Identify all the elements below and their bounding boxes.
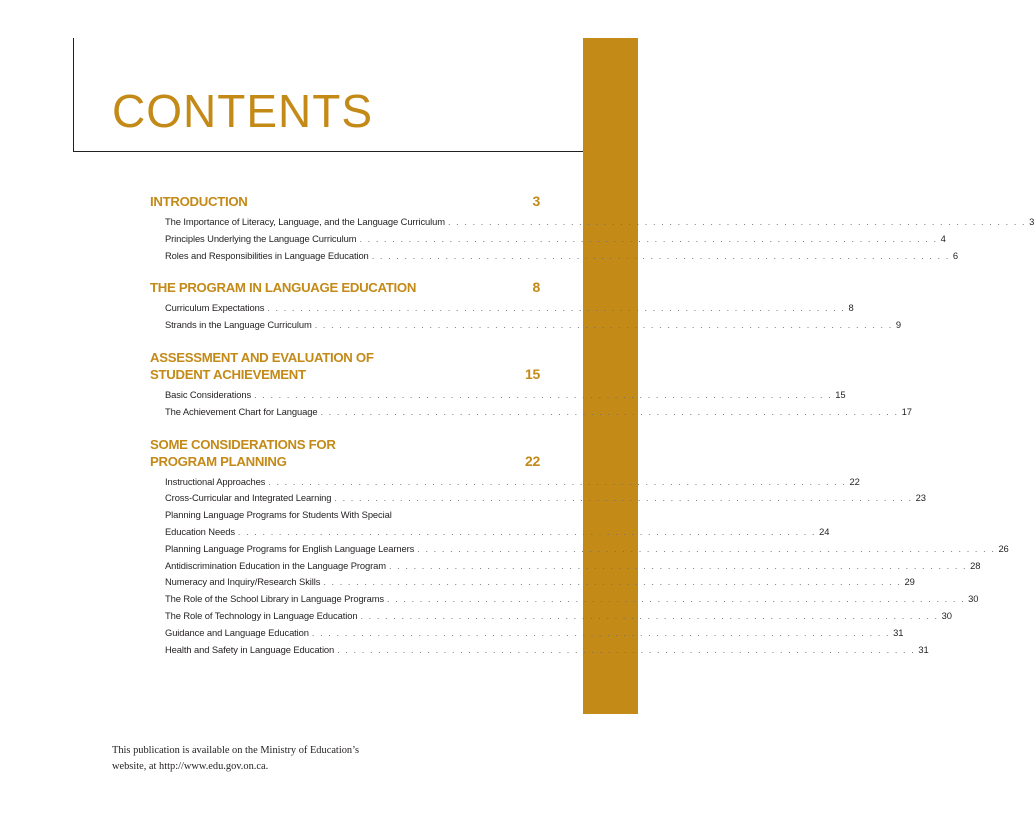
entry-title: Instructional Approaches: [165, 475, 266, 487]
entry-page-number: 28: [970, 559, 981, 571]
entry-title: Education Needs: [165, 525, 235, 537]
dot-leader: . . . . . . . . . . . . . . . . . . . . . . . . . . . . . . . . . . . . . . . . . . . . . . . . . . . . . . . . . . . . . . . . . . . . . . .: [320, 406, 899, 417]
entry-list: [150, 474, 1009, 659]
entry-title: Numeracy and Inquiry/Research Skills: [165, 576, 321, 588]
dot-leader: . . . . . . . . . . . . . . . . . . . . . . . . . . . . . . . . . . . . . . . . . . . . . . . . . . . . . . . . . . . . . . . . . . . . . . .: [337, 644, 916, 655]
entry-title: The Role of the School Library in Language Programs: [165, 593, 384, 605]
dot-leader: . . . . . . . . . . . . . . . . . . . . . . . . . . . . . . . . . . . . . . . . . . . . . . . . . . . . . . . . . . . . . . . . . . . . . . .: [388, 560, 968, 571]
section-title-line: STUDENT ACHIEVEMENT: [150, 366, 306, 382]
entry-page-number: 22: [849, 475, 860, 487]
toc-section: [150, 279, 901, 334]
entry-title: Planning Language Programs for English Language Learners: [165, 542, 415, 554]
section-title-line: ASSESSMENT AND EVALUATION OF: [150, 349, 374, 365]
toc-entry[interactable]: [165, 490, 926, 507]
toc-section: [150, 436, 1009, 659]
toc-entry[interactable]: [165, 642, 929, 659]
toc-section: [150, 349, 912, 421]
frame-rule-vertical: [73, 38, 74, 151]
entry-page-number: 24: [819, 525, 830, 537]
toc-entry-line[interactable]: [165, 507, 540, 524]
entry-page-number: 31: [918, 643, 929, 655]
toc-entry[interactable]: [165, 404, 912, 421]
dot-leader: . . . . . . . . . . . . . . . . . . . . . . . . . . . . . . . . . . . . . . . . . . . . . . . . . . . . . . . . . . . . . . . . . . . . . . .: [417, 543, 996, 554]
entry-page-number: 17: [901, 405, 912, 417]
section-page-number: 8: [532, 279, 540, 296]
entry-page-number: 6: [952, 249, 958, 261]
entry-title: Antidiscrimination Education in the Language Program: [165, 559, 386, 571]
toc-entry[interactable]: [165, 387, 846, 404]
toc-entry[interactable]: [165, 591, 979, 608]
dot-leader: . . . . . . . . . . . . . . . . . . . . . . . . . . . . . . . . . . . . . . . . . . . . . . . . . . . . . . . . . . . . . . . . . . . . . . .: [314, 320, 893, 331]
entry-title: Guidance and Language Education: [165, 626, 309, 638]
toc-entry[interactable]: [165, 317, 901, 334]
entry-title: The Importance of Literacy, Language, and the Language Curriculum: [165, 216, 445, 227]
toc-section: [150, 193, 1034, 264]
entry-title: Health and Safety in Language Education: [165, 643, 335, 655]
entry-list: [150, 387, 912, 421]
section-page-number: 22: [525, 452, 540, 469]
entry-title: Strands in the Language Curriculum: [165, 319, 312, 331]
entry-title: Cross-Curricular and Integrated Learning: [165, 492, 332, 504]
dot-leader: . . . . . . . . . . . . . . . . . . . . . . . . . . . . . . . . . . . . . . . . . . . . . . . . . . . . . . . . . . . . . . . . . . . . . . .: [237, 526, 817, 537]
entry-title: Roles and Responsibilities in Language Education: [165, 249, 369, 261]
entry-title: Planning Language Programs for Students With Special: [165, 509, 392, 521]
footer-note: This publication is available on the Ministry of Education’s website, at http://www.edu.gov.on.ca.: [112, 745, 360, 772]
section-heading[interactable]: [150, 279, 540, 296]
toc-entry[interactable]: [165, 574, 915, 591]
section-title: [150, 349, 517, 383]
section-heading[interactable]: [150, 193, 540, 210]
dot-leader: . . . . . . . . . . . . . . . . . . . . . . . . . . . . . . . . . . . . . . . . . . . . . . . . . . . . . . . . . . . . . . . . . . . . . . .: [311, 627, 891, 638]
dot-leader: . . . . . . . . . . . . . . . . . . . . . . . . . . . . . . . . . . . . . . . . . . . . . . . . . . . . . . . . . . . . . . . . . . . . . . .: [371, 250, 950, 261]
dot-leader: . . . . . . . . . . . . . . . . . . . . . . . . . . . . . . . . . . . . . . . . . . . . . . . . . . . . . . . . . . . . . . . . . . . . . . .: [334, 493, 913, 504]
dot-leader: . . . . . . . . . . . . . . . . . . . . . . . . . . . . . . . . . . . . . . . . . . . . . . . . . . . . . . . . . . . . . . . . . . . . . . .: [267, 303, 846, 314]
entry-title: Curriculum Expectations: [165, 302, 265, 314]
section-heading[interactable]: [150, 349, 540, 383]
dot-leader: . . . . . . . . . . . . . . . . . . . . . . . . . . . . . . . . . . . . . . . . . . . . . . . . . . . . . . . . . . . . . . . . . . . . . . .: [254, 389, 833, 400]
entry-list: [150, 300, 901, 334]
entry-page-number: 8: [848, 302, 854, 314]
dot-leader: . . . . . . . . . . . . . . . . . . . . . . . . . . . . . . . . . . . . . . . . . . . . . . . . . . . . . . . . . . . . . . . . . . . . . . .: [387, 594, 966, 605]
entry-title: The Role of Technology in Language Education: [165, 609, 358, 621]
dot-leader: . . . . . . . . . . . . . . . . . . . . . . . . . . . . . . . . . . . . . . . . . . . . . . . . . . . . . . . . . . . . . . . . . . . . . . .: [360, 610, 939, 621]
dot-leader: . . . . . . . . . . . . . . . . . . . . . . . . . . . . . . . . . . . . . . . . . . . . . . . . . . . . . . . . . . . . . . . . . . . . . . .: [268, 476, 847, 487]
table-of-contents: [150, 193, 1034, 673]
entry-title: The Achievement Chart for Language: [165, 405, 318, 417]
entry-page-number: 30: [968, 593, 979, 605]
entry-title: Principles Underlying the Language Curriculum: [165, 232, 357, 244]
section-title: [150, 436, 517, 470]
entry-page-number: 30: [941, 609, 952, 621]
section-title: [150, 279, 525, 296]
toc-entry[interactable]: [165, 300, 854, 317]
entry-page-number: 29: [904, 576, 915, 588]
dot-leader: . . . . . . . . . . . . . . . . . . . . . . . . . . . . . . . . . . . . . . . . . . . . . . . . . . . . . . . . . . . . . . . . . . . . . . .: [323, 577, 902, 588]
entry-page-number: 4: [940, 232, 946, 244]
dot-leader: . . . . . . . . . . . . . . . . . . . . . . . . . . . . . . . . . . . . . . . . . . . . . . . . . . . . . . . . . . . . . . . . . . . . . . .: [359, 233, 938, 244]
section-page-number: 3: [532, 193, 540, 209]
section-heading[interactable]: [150, 436, 540, 470]
entry-page-number: 31: [893, 626, 904, 638]
toc-entry[interactable]: [165, 214, 1034, 231]
toc-entry[interactable]: [165, 524, 830, 541]
toc-entry[interactable]: [165, 474, 860, 491]
section-title-line: THE PROGRAM IN LANGUAGE EDUCATION: [150, 280, 417, 296]
section-title-line: PROGRAM PLANNING: [150, 453, 287, 469]
toc-entry[interactable]: [165, 608, 952, 625]
dot-leader: . . . . . . . . . . . . . . . . . . . . . . . . . . . . . . . . . . . . . . . . . . . . . . . . . . . . . . . . . . . . . . . . . . . . . . .: [447, 217, 1027, 227]
section-title-line: INTRODUCTION: [150, 194, 248, 209]
section-title-line: SOME CONSIDERATIONS FOR: [150, 436, 336, 452]
entry-list: [150, 214, 1034, 264]
section-title: [150, 193, 525, 210]
entry-page-number: 9: [895, 319, 901, 331]
toc-entry[interactable]: [165, 231, 946, 248]
entry-page-number: 23: [915, 492, 926, 504]
toc-entry[interactable]: [165, 248, 958, 265]
section-page-number: 15: [525, 365, 540, 382]
frame-rule-horizontal: [73, 151, 583, 152]
entry-page-number: 26: [998, 542, 1009, 554]
entry-title: Basic Considerations: [165, 388, 252, 400]
toc-entry[interactable]: [165, 541, 1009, 558]
entry-page-number: 15: [835, 388, 846, 400]
entry-page-number: 3: [1029, 216, 1034, 227]
page-title: CONTENTS: [112, 85, 373, 137]
toc-entry[interactable]: [165, 625, 904, 642]
toc-entry[interactable]: [165, 558, 981, 575]
